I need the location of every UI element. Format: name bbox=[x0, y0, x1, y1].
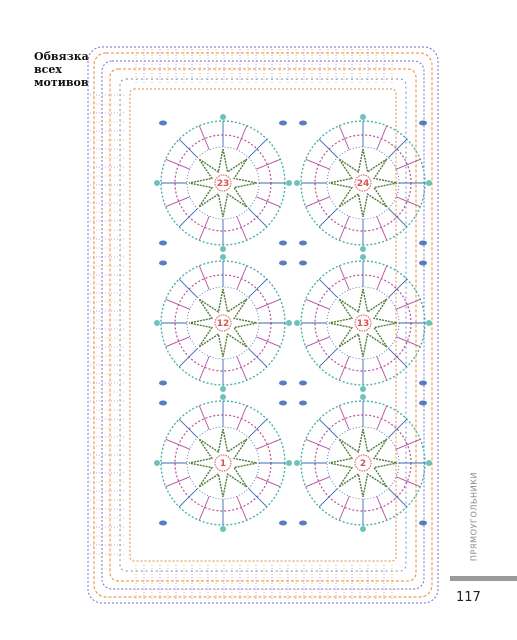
motif-spoke bbox=[339, 356, 349, 380]
motif-corner-bobble bbox=[419, 241, 427, 246]
motif-number: 13 bbox=[356, 319, 370, 330]
motif-side-bobble bbox=[154, 460, 160, 466]
motif-12 bbox=[154, 254, 292, 392]
motif-side-bobble bbox=[220, 386, 226, 392]
motif-side-bobble bbox=[360, 394, 366, 400]
motif-corner-bobble bbox=[419, 121, 427, 126]
motif-spoke bbox=[166, 197, 190, 207]
motif-spoke bbox=[319, 208, 337, 226]
motif-spoke bbox=[256, 337, 280, 347]
motif-spoke bbox=[388, 488, 406, 506]
motif-corner-bobble bbox=[279, 521, 287, 526]
motif-number: 2 bbox=[359, 459, 367, 470]
motif-spoke bbox=[388, 348, 406, 366]
motif-spoke bbox=[388, 139, 406, 157]
motif-spoke bbox=[396, 477, 420, 487]
motif-side-bobble bbox=[220, 114, 226, 120]
motif-spoke bbox=[339, 496, 349, 520]
motif-spoke bbox=[237, 216, 247, 240]
motif-23 bbox=[154, 114, 292, 252]
motif-spoke bbox=[179, 139, 197, 157]
motif-spoke bbox=[319, 488, 337, 506]
motif-corner-bobble bbox=[299, 261, 307, 266]
motif-corner-bobble bbox=[279, 401, 287, 406]
section-heading bbox=[34, 50, 94, 89]
motif-spoke bbox=[306, 197, 330, 207]
motif-13 bbox=[294, 254, 432, 392]
motif-corner-bobble bbox=[299, 121, 307, 126]
motif-spoke bbox=[319, 139, 337, 157]
motif-corner-bobble bbox=[159, 521, 167, 526]
motif-spoke bbox=[319, 419, 337, 437]
motif-side-bobble bbox=[360, 526, 366, 532]
motif-2 bbox=[294, 394, 432, 532]
motif-grid bbox=[154, 114, 432, 532]
motif-spoke bbox=[256, 477, 280, 487]
motif-spoke bbox=[248, 488, 266, 506]
motif-side-bobble bbox=[286, 180, 292, 186]
motif-spoke bbox=[166, 159, 190, 169]
motif-side-bobble bbox=[220, 394, 226, 400]
heading-line-2: всех bbox=[34, 63, 62, 76]
motif-side-bobble bbox=[294, 460, 300, 466]
motif-spoke bbox=[166, 439, 190, 449]
motif-spoke bbox=[199, 496, 209, 520]
motif-corner-bobble bbox=[419, 381, 427, 386]
motif-side-bobble bbox=[294, 320, 300, 326]
motif-spoke bbox=[237, 496, 247, 520]
motif-spoke bbox=[199, 216, 209, 240]
motif-spoke bbox=[199, 406, 209, 430]
motif-corner-bobble bbox=[279, 241, 287, 246]
motif-number: 23 bbox=[216, 179, 230, 190]
motif-side-bobble bbox=[286, 460, 292, 466]
motif-side-bobble bbox=[286, 320, 292, 326]
section-tab bbox=[466, 470, 480, 570]
motif-side-bobble bbox=[220, 526, 226, 532]
section-tab-label: ПРЯМОУГОЛЬНИКИ bbox=[469, 471, 479, 562]
motif-spoke bbox=[339, 406, 349, 430]
motif-number: 24 bbox=[356, 179, 370, 190]
motif-corner-bobble bbox=[279, 381, 287, 386]
motif-spoke bbox=[248, 348, 266, 366]
motif-side-bobble bbox=[360, 254, 366, 260]
motif-1 bbox=[154, 394, 292, 532]
motif-side-bobble bbox=[426, 320, 432, 326]
motif-corner-bobble bbox=[159, 401, 167, 406]
border-round-1 bbox=[88, 47, 438, 603]
motif-spoke bbox=[388, 279, 406, 297]
motif-spoke bbox=[248, 419, 266, 437]
motif-corner-bobble bbox=[159, 121, 167, 126]
motif-spoke bbox=[237, 356, 247, 380]
motif-spoke bbox=[396, 337, 420, 347]
motif-spoke bbox=[179, 488, 197, 506]
motif-spoke bbox=[166, 477, 190, 487]
border-round-2 bbox=[94, 53, 432, 597]
motif-spoke bbox=[179, 348, 197, 366]
motif-number: 12 bbox=[216, 319, 230, 330]
motif-corner-bobble bbox=[299, 521, 307, 526]
motif-spoke bbox=[199, 266, 209, 290]
motif-24 bbox=[294, 114, 432, 252]
motif-spoke bbox=[306, 337, 330, 347]
crochet-chart bbox=[86, 45, 440, 605]
motif-spoke bbox=[166, 337, 190, 347]
motif-side-bobble bbox=[360, 386, 366, 392]
motif-spoke bbox=[377, 356, 387, 380]
motif-spoke bbox=[388, 208, 406, 226]
motif-side-bobble bbox=[426, 460, 432, 466]
motif-corner-bobble bbox=[419, 521, 427, 526]
motif-spoke bbox=[377, 216, 387, 240]
motif-spoke bbox=[319, 348, 337, 366]
tab-bar bbox=[450, 576, 517, 581]
motif-spoke bbox=[306, 159, 330, 169]
motif-spoke bbox=[306, 439, 330, 449]
motif-spoke bbox=[199, 356, 209, 380]
motif-side-bobble bbox=[220, 254, 226, 260]
heading-line-1: Обвязка bbox=[34, 50, 89, 63]
motif-corner-bobble bbox=[279, 121, 287, 126]
motif-side-bobble bbox=[220, 246, 226, 252]
motif-side-bobble bbox=[426, 180, 432, 186]
motif-spoke bbox=[248, 208, 266, 226]
motif-corner-bobble bbox=[279, 261, 287, 266]
motif-spoke bbox=[339, 266, 349, 290]
motif-spoke bbox=[396, 197, 420, 207]
border-edging bbox=[88, 47, 438, 603]
motif-spoke bbox=[377, 496, 387, 520]
motif-spoke bbox=[339, 126, 349, 150]
motif-side-bobble bbox=[360, 246, 366, 252]
heading-line-3: мотивов bbox=[34, 76, 89, 89]
motif-spoke bbox=[179, 279, 197, 297]
motif-corner-bobble bbox=[159, 381, 167, 386]
motif-spoke bbox=[256, 197, 280, 207]
motif-spoke bbox=[306, 299, 330, 309]
motif-corner-bobble bbox=[159, 241, 167, 246]
motif-spoke bbox=[248, 279, 266, 297]
motif-spoke bbox=[388, 419, 406, 437]
motif-number: 1 bbox=[219, 459, 227, 470]
motif-side-bobble bbox=[294, 180, 300, 186]
motif-spoke bbox=[179, 208, 197, 226]
motif-side-bobble bbox=[360, 114, 366, 120]
motif-spoke bbox=[166, 299, 190, 309]
motif-side-bobble bbox=[154, 180, 160, 186]
motif-spoke bbox=[248, 139, 266, 157]
page-number: 117 bbox=[456, 590, 481, 605]
motif-corner-bobble bbox=[419, 261, 427, 266]
motif-spoke bbox=[319, 279, 337, 297]
motif-spoke bbox=[306, 477, 330, 487]
motif-spoke bbox=[179, 419, 197, 437]
motif-corner-bobble bbox=[299, 241, 307, 246]
motif-spoke bbox=[339, 216, 349, 240]
motif-spoke bbox=[199, 126, 209, 150]
motif-corner-bobble bbox=[419, 401, 427, 406]
motif-corner-bobble bbox=[299, 381, 307, 386]
motif-corner-bobble bbox=[159, 261, 167, 266]
motif-side-bobble bbox=[154, 320, 160, 326]
motif-corner-bobble bbox=[299, 401, 307, 406]
